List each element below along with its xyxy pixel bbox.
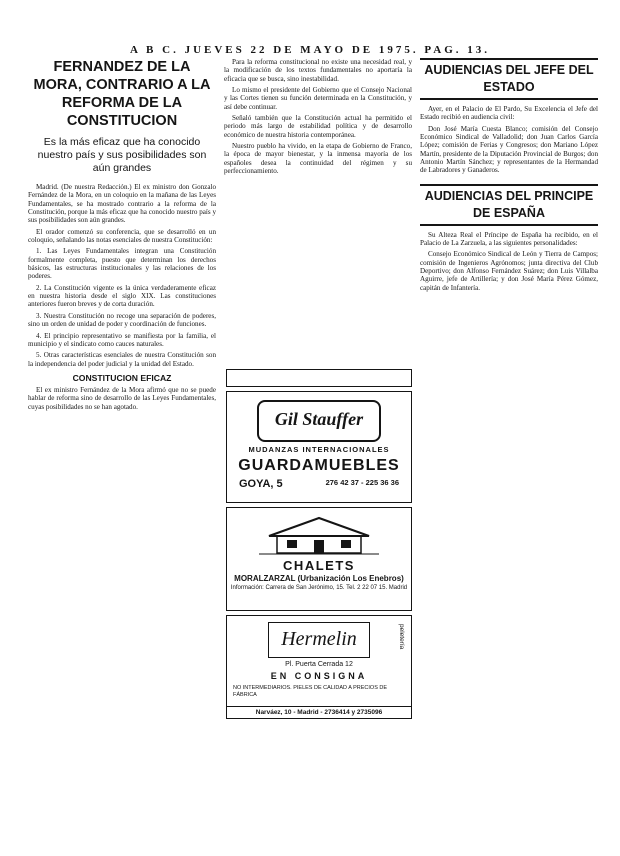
furrier-phones: Narváez, 10 - Madrid - 2736414 y 2735096 [227,706,411,718]
article-headline: FERNANDEZ DE LA MORA, CONTRARIO A LA REFORMA DE LA CONSTITUCION [33,59,211,129]
section-paragraph: Don José María Cuesta Blanco; comisión del Consejo Económico Sindical de Valladolid; don Juan Carlos García López; comisión de Ferias y Congresos; don Mariano López Martín, presidente de la Diputación Provincial de Burgos; don Antonio Martín Sánchez; y representantes de la Hermandad de Labradores y Ganaderos. [420,124,598,175]
section-paragraph: Ayer, en el Palacio de El Pardo, Su Excelencia el Jefe del Estado recibió en audiencia civil: [420,105,598,122]
movers-ad [226,391,412,503]
section-paragraph: Consejo Económico Sindical de León y Tierra de Campos; comisión de Ingenieros Agrónomos; junta directiva del Club Deportivo; don Alfonso Fernández Suárez; don Luis Villalba Aguirre, jefe de Artillería; y don José María Pérez Gómez, capitán de Infantería. [420,250,598,292]
movers-phones: 276 42 37 - 225 36 36 [325,478,399,487]
chalets-title: CHALETS [283,558,355,573]
article-paragraph: 2. La Constitución vigente es la única verdaderamente eficaz en nuestra historia desde el siglo XIX. Las constituciones anteriores fueron breves y de corta duración. [28,283,216,309]
furrier-ad [226,615,412,719]
section-title-head-of-state: AUDIENCIAS DEL JEFE DEL ESTADO [420,58,598,100]
article-paragraph: Nuestro pueblo ha vivido, en la etapa de Gobierno de Franco, la época de mayor bienestar, y la inmensa mayoría de los españoles desea la continuidad del régimen y su perfeccionamiento. [224,142,412,176]
article-subhead: CONSTITUCION EFICAZ [72,372,172,383]
article-paragraph: Lo mismo el presidente del Gobierno que el Consejo Nacional y las Cortes tienen su función determinada en la Constitución, y así debe continuar. [224,86,412,111]
furrier-brand: Hermelin [268,622,370,658]
article-paragraph: Para la reforma constitucional no existe una necesidad real, y la modificación de los textos fundamentales no aportaría la eficacia que se busca, sino inestabilidad. [224,58,412,83]
article-paragraph: Señaló también que la Constitución actual ha permitido el periodo más largo de estabilidad política y de desarrollo económico de nuestra historia contemporánea. [224,114,412,139]
furrier-slogan: EN CONSIGNA [270,671,368,681]
mid-article [224,58,412,366]
article-paragraph: 4. El principio representativo se manifiesta por la familia, el municipio y el sindicato como cauces naturales. [28,331,216,348]
masthead: A B C. JUEVES 22 DE MAYO DE 1975. PAG. 13. [129,44,491,56]
article-paragraph: 5. Otras características esenciales de nuestra Constitución son la independencia del poder judicial y la unidad del Estado. [28,351,216,368]
chalets-ad [226,507,412,611]
chalet-illustration-icon [259,514,379,556]
left-article [28,58,216,856]
movers-street: GOYA, 5 [239,478,283,490]
furrier-address: Pl. Puerta Cerrada 12 [285,661,353,668]
section-paragraph: Su Alteza Real el Príncipe de España ha recibido, en el Palacio de La Zarzuela, a las siguientes personalidades: [420,230,598,248]
movers-tagline: MUDANZAS INTERNACIONALES [248,445,390,454]
article-paragraph: 1. Las Leyes Fundamentales integran una Constitución formalmente completa, puesto que determinan los derechos básicos, las estructuras institucionales y las relaciones de los poderes. [28,247,216,281]
ad-strip [226,369,412,387]
section-title-prince: AUDIENCIAS DEL PRINCIPE DE ESPAÑA [420,184,598,226]
article-paragraph: Madrid. (De nuestra Redacción.) El ex ministro don Gonzalo Fernández de la Mora, en un coloquio en la mañana de las Leyes Fundamentales, se ha mostrado contrario a la reforma de la Constitución, porque la más eficaz que ha conocido nuestro país y sus posibilidades son aún grandes. [28,183,216,225]
right-column [420,58,598,856]
article-paragraph: El orador comenzó su conferencia, que se desarrolló en un coloquio, señalando las notas esenciales de nuestra Constitución: [28,227,216,245]
article-deck: Es la más eficaz que ha conocido nuestro país y sus posibilidades son aún grandes [37,136,207,174]
article-paragraph: 3. Nuestra Constitución no recoge una separación de poderes, sino un orden de unidad de poder y coordinación de funciones. [28,311,216,329]
advertisements [226,369,412,723]
article-paragraph: El ex ministro Fernández de la Mora afirmó que no se puede hablar de reforma sino de desarrollo de las Leyes Fundamentales, cuyas posibilidades no se han agotado. [28,385,216,411]
chalets-details: Información: Carrera de San Jerónimo, 15. Tel. 2 22 07 15. Madrid [230,585,408,591]
chalets-subtitle: MORALZARZAL (Urbanización Los Enebros) [234,574,404,583]
movers-name: GUARDAMUEBLES [238,457,400,474]
furrier-note: NO INTERMEDIARIOS. PIELES DE CALIDAD A PRECIOS DE FÁBRICA [233,685,388,698]
movers-logo: Gil Stauffer [257,400,381,442]
furrier-category: peletería [398,624,405,650]
